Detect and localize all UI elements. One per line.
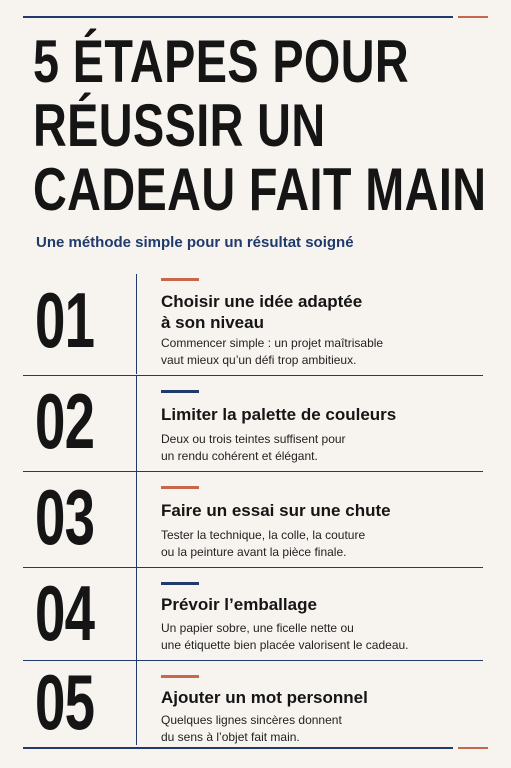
steps-list <box>23 272 483 747</box>
step-body <box>161 620 481 654</box>
step-accent-bar <box>161 390 199 393</box>
step-body <box>161 527 481 561</box>
step-separator <box>136 376 137 472</box>
step-heading <box>161 594 471 615</box>
step-heading <box>161 291 471 333</box>
step-accent-bar <box>161 675 199 678</box>
bottom-rule-accent <box>458 747 488 749</box>
step-body <box>161 712 481 746</box>
step-accent-bar <box>161 278 199 281</box>
step-accent-bar <box>161 486 199 489</box>
step-body-line: Commencer simple : un projet maîtrisable <box>161 336 384 350</box>
step-number: 04 <box>35 569 95 657</box>
step-body-line: Quelques lignes sincères donnent <box>161 713 342 727</box>
step-heading-line: Limiter la palette de couleurs <box>161 405 397 424</box>
step-item <box>23 272 483 376</box>
step-item <box>23 472 483 568</box>
subtitle: Une méthode simple pour un résultat soigné <box>36 234 354 251</box>
top-rule <box>23 16 453 18</box>
step-heading-line: Faire un essai sur une chute <box>161 501 391 520</box>
page-title <box>33 28 487 223</box>
step-number: 02 <box>35 377 95 465</box>
step-separator <box>136 472 137 568</box>
step-heading-line: à son niveau <box>161 313 264 332</box>
step-body-line: Un papier sobre, une ficelle nette ou <box>161 621 354 635</box>
bottom-rule <box>23 747 453 749</box>
step-body-line: vaut mieux qu’un défi trop ambitieux. <box>161 353 357 367</box>
step-heading-line: Choisir une idée adaptée <box>161 292 363 311</box>
step-item <box>23 568 483 661</box>
top-rule-accent <box>458 16 488 18</box>
title-line-1: 5 ÉTAPES POUR <box>33 28 410 95</box>
step-body-line: Tester la technique, la colle, la couture <box>161 528 366 542</box>
step-body-line: ou la peinture avant la pièce finale. <box>161 545 347 559</box>
step-accent-bar <box>161 582 199 585</box>
step-body <box>161 431 481 465</box>
step-heading-line: Ajouter un mot personnel <box>161 688 368 707</box>
step-heading <box>161 404 471 425</box>
step-heading-line: Prévoir l’emballage <box>161 595 317 614</box>
step-body <box>161 335 481 369</box>
step-heading <box>161 500 471 521</box>
title-line-3: CADEAU FAIT MAIN <box>33 156 487 223</box>
step-number: 03 <box>35 473 95 561</box>
step-body-line: du sens à l’objet fait main. <box>161 730 300 744</box>
step-separator <box>136 568 137 661</box>
title-line-2: RÉUSSIR UN <box>33 92 326 159</box>
step-heading <box>161 687 471 708</box>
step-separator <box>136 661 137 745</box>
step-body-line: Deux ou trois teintes suffisent pour <box>161 432 346 446</box>
step-separator <box>136 274 137 374</box>
step-item <box>23 658 483 747</box>
step-number: 01 <box>35 276 95 364</box>
step-item <box>23 376 483 472</box>
step-body-line: un rendu cohérent et élégant. <box>161 449 318 463</box>
step-number: 05 <box>35 658 95 746</box>
step-body-line: une étiquette bien placée valorisent le cadeau. <box>161 638 409 652</box>
